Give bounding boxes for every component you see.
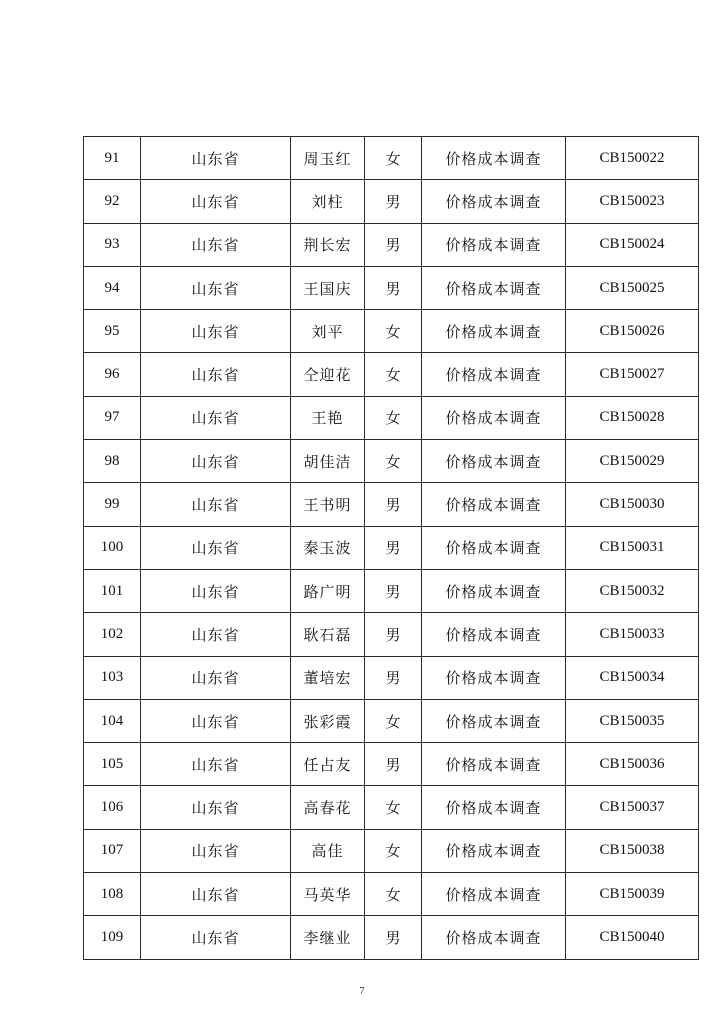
table-row — [84, 569, 699, 612]
row-number: 104 — [84, 699, 141, 742]
name-cell: 王国庆 — [291, 266, 365, 309]
name-cell: 张彩霞 — [291, 699, 365, 742]
gender-cell: 女 — [365, 353, 422, 396]
gender-cell: 女 — [365, 786, 422, 829]
table-row — [84, 613, 699, 656]
code-cell: CB150037 — [566, 786, 699, 829]
row-number: 95 — [84, 310, 141, 353]
name-cell: 王书明 — [291, 483, 365, 526]
code-cell: CB150023 — [566, 180, 699, 223]
code-cell: CB150029 — [566, 440, 699, 483]
table-row — [84, 786, 699, 829]
survey-type-cell: 价格成本调查 — [422, 743, 566, 786]
province-cell: 山东省 — [141, 656, 291, 699]
code-cell: CB150031 — [566, 526, 699, 569]
province-cell: 山东省 — [141, 569, 291, 612]
survey-type-cell: 价格成本调查 — [422, 310, 566, 353]
survey-type-cell: 价格成本调查 — [422, 873, 566, 916]
gender-cell: 女 — [365, 699, 422, 742]
gender-cell: 男 — [365, 656, 422, 699]
province-cell: 山东省 — [141, 396, 291, 439]
code-cell: CB150022 — [566, 137, 699, 180]
table-row — [84, 483, 699, 526]
survey-type-cell: 价格成本调查 — [422, 526, 566, 569]
survey-type-cell: 价格成本调查 — [422, 699, 566, 742]
survey-type-cell: 价格成本调查 — [422, 916, 566, 959]
code-cell: CB150028 — [566, 396, 699, 439]
row-number: 94 — [84, 266, 141, 309]
table-row — [84, 743, 699, 786]
personnel-table-body — [84, 137, 699, 960]
row-number: 99 — [84, 483, 141, 526]
gender-cell: 男 — [365, 483, 422, 526]
row-number: 100 — [84, 526, 141, 569]
province-cell: 山东省 — [141, 526, 291, 569]
survey-type-cell: 价格成本调查 — [422, 440, 566, 483]
gender-cell: 男 — [365, 916, 422, 959]
province-cell: 山东省 — [141, 829, 291, 872]
survey-type-cell: 价格成本调查 — [422, 483, 566, 526]
name-cell: 秦玉波 — [291, 526, 365, 569]
province-cell: 山东省 — [141, 916, 291, 959]
row-number: 105 — [84, 743, 141, 786]
province-cell: 山东省 — [141, 353, 291, 396]
gender-cell: 女 — [365, 873, 422, 916]
survey-type-cell: 价格成本调查 — [422, 656, 566, 699]
gender-cell: 女 — [365, 137, 422, 180]
province-cell: 山东省 — [141, 266, 291, 309]
table-row — [84, 137, 699, 180]
province-cell: 山东省 — [141, 483, 291, 526]
row-number: 101 — [84, 569, 141, 612]
name-cell: 周玉红 — [291, 137, 365, 180]
table-row — [84, 656, 699, 699]
code-cell: CB150026 — [566, 310, 699, 353]
gender-cell: 女 — [365, 310, 422, 353]
name-cell: 刘平 — [291, 310, 365, 353]
name-cell: 胡佳洁 — [291, 440, 365, 483]
survey-type-cell: 价格成本调查 — [422, 569, 566, 612]
survey-type-cell: 价格成本调查 — [422, 829, 566, 872]
row-number: 97 — [84, 396, 141, 439]
table-row — [84, 266, 699, 309]
table-row — [84, 223, 699, 266]
code-cell: CB150039 — [566, 873, 699, 916]
code-cell: CB150027 — [566, 353, 699, 396]
name-cell: 高春花 — [291, 786, 365, 829]
name-cell: 马英华 — [291, 873, 365, 916]
row-number: 93 — [84, 223, 141, 266]
gender-cell: 女 — [365, 396, 422, 439]
gender-cell: 男 — [365, 569, 422, 612]
gender-cell: 男 — [365, 613, 422, 656]
province-cell: 山东省 — [141, 310, 291, 353]
name-cell: 耿石磊 — [291, 613, 365, 656]
name-cell: 仝迎花 — [291, 353, 365, 396]
table-row — [84, 396, 699, 439]
province-cell: 山东省 — [141, 613, 291, 656]
table-row — [84, 310, 699, 353]
province-cell: 山东省 — [141, 786, 291, 829]
row-number: 106 — [84, 786, 141, 829]
code-cell: CB150034 — [566, 656, 699, 699]
code-cell: CB150024 — [566, 223, 699, 266]
row-number: 108 — [84, 873, 141, 916]
row-number: 107 — [84, 829, 141, 872]
table-row — [84, 916, 699, 959]
table-row — [84, 526, 699, 569]
gender-cell: 男 — [365, 526, 422, 569]
table-row — [84, 829, 699, 872]
name-cell: 王艳 — [291, 396, 365, 439]
table-row — [84, 873, 699, 916]
row-number: 109 — [84, 916, 141, 959]
code-cell: CB150025 — [566, 266, 699, 309]
province-cell: 山东省 — [141, 699, 291, 742]
gender-cell: 男 — [365, 180, 422, 223]
table-row — [84, 353, 699, 396]
code-cell: CB150033 — [566, 613, 699, 656]
table-row — [84, 180, 699, 223]
table-row — [84, 699, 699, 742]
name-cell: 高佳 — [291, 829, 365, 872]
gender-cell: 女 — [365, 440, 422, 483]
row-number: 96 — [84, 353, 141, 396]
survey-type-cell: 价格成本调查 — [422, 223, 566, 266]
name-cell: 李继业 — [291, 916, 365, 959]
code-cell: CB150032 — [566, 569, 699, 612]
code-cell: CB150038 — [566, 829, 699, 872]
personnel-table — [83, 136, 699, 960]
survey-type-cell: 价格成本调查 — [422, 613, 566, 656]
survey-type-cell: 价格成本调查 — [422, 353, 566, 396]
page-number: 7 — [359, 985, 365, 997]
survey-type-cell: 价格成本调查 — [422, 180, 566, 223]
name-cell: 刘柱 — [291, 180, 365, 223]
name-cell: 荆长宏 — [291, 223, 365, 266]
name-cell: 任占友 — [291, 743, 365, 786]
row-number: 103 — [84, 656, 141, 699]
gender-cell: 男 — [365, 266, 422, 309]
code-cell: CB150030 — [566, 483, 699, 526]
table-row — [84, 440, 699, 483]
gender-cell: 男 — [365, 743, 422, 786]
code-cell: CB150040 — [566, 916, 699, 959]
survey-type-cell: 价格成本调查 — [422, 396, 566, 439]
row-number: 91 — [84, 137, 141, 180]
row-number: 98 — [84, 440, 141, 483]
name-cell: 董培宏 — [291, 656, 365, 699]
code-cell: CB150036 — [566, 743, 699, 786]
province-cell: 山东省 — [141, 440, 291, 483]
survey-type-cell: 价格成本调查 — [422, 137, 566, 180]
survey-type-cell: 价格成本调查 — [422, 786, 566, 829]
row-number: 92 — [84, 180, 141, 223]
province-cell: 山东省 — [141, 180, 291, 223]
row-number: 102 — [84, 613, 141, 656]
name-cell: 路广明 — [291, 569, 365, 612]
survey-type-cell: 价格成本调查 — [422, 266, 566, 309]
code-cell: CB150035 — [566, 699, 699, 742]
province-cell: 山东省 — [141, 873, 291, 916]
gender-cell: 男 — [365, 223, 422, 266]
province-cell: 山东省 — [141, 223, 291, 266]
province-cell: 山东省 — [141, 743, 291, 786]
gender-cell: 女 — [365, 829, 422, 872]
province-cell: 山东省 — [141, 137, 291, 180]
